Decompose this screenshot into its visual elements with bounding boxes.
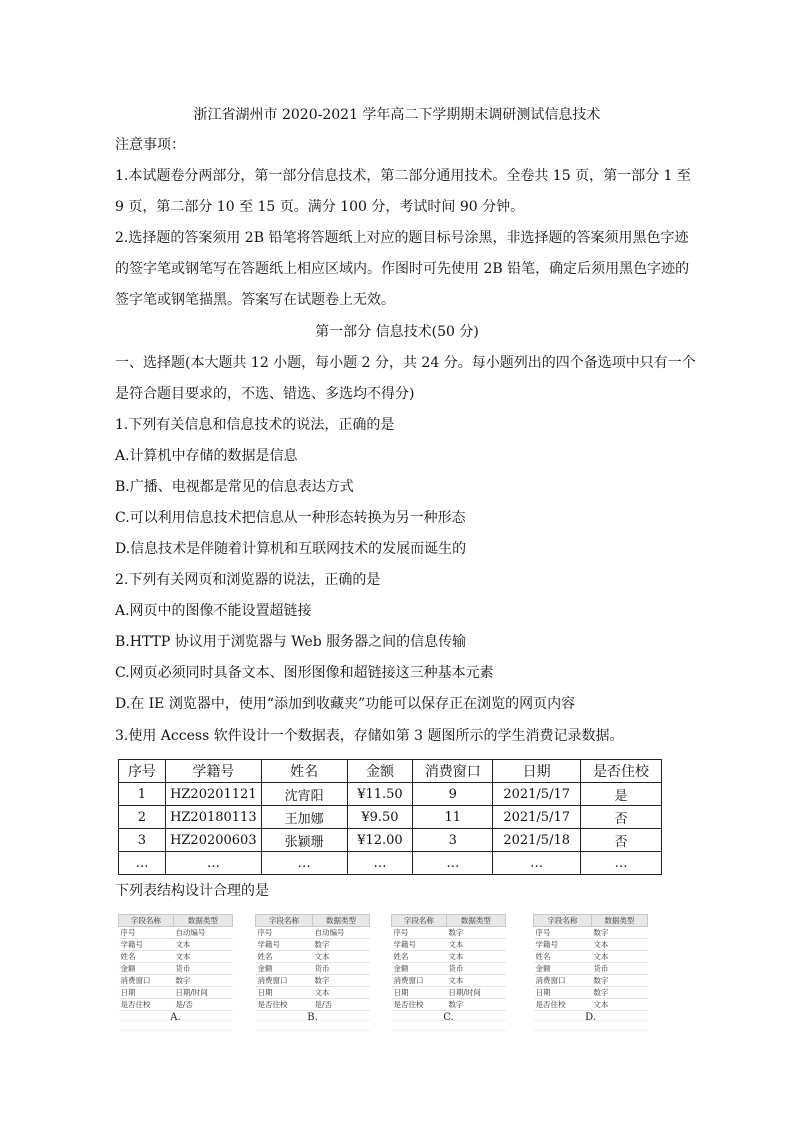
field-type: 文本	[313, 987, 370, 999]
table-cell: 1	[119, 783, 166, 806]
field-name: 姓名	[256, 951, 313, 963]
q2-option-d: D.在 IE 浏览器中，使用“添加到收藏夹”功能可以保存正在浏览的网页内容	[115, 696, 576, 712]
table-cell: 2021/5/18	[493, 829, 581, 852]
table-cell: 张颖珊	[261, 829, 347, 852]
column-header: 金额	[347, 760, 413, 783]
consumption-record-table	[118, 759, 662, 875]
table-cell: …	[347, 852, 413, 875]
field-type: 文本	[446, 975, 505, 987]
page-title: 浙江省湖州市 2020-2021 学年高二下学期期末调研测试信息技术	[193, 107, 601, 123]
notice-line: 9 页，第二部分 10 至 15 页。满分 100 分，考试时间 90 分钟。	[115, 199, 525, 215]
field-type: 文本	[591, 939, 647, 951]
section-instruction: 是符合题目要求的，不选、错选、多选均不得分)	[115, 386, 415, 402]
field-name: 学籍号	[534, 939, 592, 951]
field-name: 日期	[256, 987, 313, 999]
notice-line: 2.选择题的答案须用 2B 铅笔将答题纸上对应的题目标号涂黑，非选择题的答案须用黑色字迹	[115, 230, 689, 246]
field-type: 货币	[446, 963, 505, 975]
field-name: 消费窗口	[392, 975, 447, 987]
field-name: 序号	[534, 927, 592, 939]
table-cell: …	[581, 852, 662, 875]
column-header: 学籍号	[165, 760, 261, 783]
field-type: 是/否	[313, 999, 370, 1011]
notice-heading: 注意事项：	[115, 137, 185, 153]
q2-option-c: C.网页必须同时具备文本、图形图像和超链接这三种基本元素	[115, 665, 494, 681]
option-label: D.	[585, 1012, 596, 1023]
field-type: 货币	[173, 963, 232, 975]
field-type: 文本	[173, 939, 232, 951]
field-name: 是否住校	[119, 999, 174, 1011]
field-type: 数字	[313, 939, 370, 951]
field-type: 数字	[313, 975, 370, 987]
table-cell: 是	[581, 783, 662, 806]
table-cell: 否	[581, 829, 662, 852]
table-row	[119, 829, 662, 852]
field-name: 姓名	[392, 951, 447, 963]
q1-option-d: D.信息技术是伴随着计算机和互联网技术的发展而诞生的	[115, 541, 467, 557]
table-row	[119, 852, 662, 875]
field-type: 是/否	[173, 999, 232, 1011]
table-cell: HZ20180113	[165, 806, 261, 829]
field-name: 金额	[534, 963, 592, 975]
notice-line: 签字笔或钢笔描黑。答案写在试题卷上无效。	[115, 292, 395, 308]
field-name: 学籍号	[392, 939, 447, 951]
q1-option-b: B.广播、电视都是常见的信息表达方式	[115, 479, 354, 495]
option-label: A.	[170, 1012, 181, 1023]
column-header: 姓名	[261, 760, 347, 783]
field-name: 是否住校	[256, 999, 313, 1011]
column-header: 是否住校	[581, 760, 662, 783]
q1-option-c: C.可以利用信息技术把信息从一种形态转换为另一种形态	[115, 510, 466, 526]
field-type: 文本	[591, 951, 647, 963]
field-name: 金额	[119, 963, 174, 975]
field-type: 数字	[446, 999, 505, 1011]
field-name: 学籍号	[119, 939, 174, 951]
table-header-row	[119, 760, 662, 783]
design-header: 字段名称	[392, 915, 447, 927]
field-name: 日期	[119, 987, 174, 999]
field-type: 货币	[313, 963, 370, 975]
field-type: 文本	[446, 939, 505, 951]
table-cell: ¥11.50	[347, 783, 413, 806]
design-header: 数据类型	[173, 915, 232, 927]
table-row	[119, 806, 662, 829]
field-type: 数字	[173, 975, 232, 987]
field-name: 日期	[392, 987, 447, 999]
design-header: 数据类型	[313, 915, 370, 927]
q2-stem: 2.下列有关网页和浏览器的说法，正确的是	[115, 572, 381, 588]
q2-option-b: B.HTTP 协议用于浏览器与 Web 服务器之间的信息传输	[115, 634, 467, 650]
field-name: 是否住校	[392, 999, 447, 1011]
table-cell: HZ20200603	[165, 829, 261, 852]
table-cell: 否	[581, 806, 662, 829]
field-type: 数字	[446, 927, 505, 939]
table-cell: 沈宵阳	[261, 783, 347, 806]
table-cell: 2021/5/17	[493, 806, 581, 829]
field-type: 文本	[446, 951, 505, 963]
field-name: 消费窗口	[534, 975, 592, 987]
field-type: 数字	[591, 987, 647, 999]
q3-stem: 3.使用 Access 软件设计一个数据表，存储如第 3 题图所示的学生消费记录数据。	[115, 728, 624, 744]
table-cell: …	[413, 852, 493, 875]
table-cell: …	[493, 852, 581, 875]
field-name: 消费窗口	[119, 975, 174, 987]
field-type: 文本	[173, 951, 232, 963]
field-name: 消费窗口	[256, 975, 313, 987]
field-name: 姓名	[534, 951, 592, 963]
notice-line: 的签字笔或钢笔写在答题纸上相应区域内。作图时可先使用 2B 铅笔，确定后须用黑色字迹的	[115, 261, 690, 277]
field-type: 自动编号	[173, 927, 232, 939]
table-cell: 王加娜	[261, 806, 347, 829]
table-cell: ¥9.50	[347, 806, 413, 829]
design-header: 字段名称	[256, 915, 313, 927]
option-label: C.	[443, 1012, 454, 1023]
q1-stem: 1.下列有关信息和信息技术的说法，正确的是	[115, 417, 395, 433]
table-row	[119, 783, 662, 806]
design-header: 数据类型	[591, 915, 647, 927]
field-type: 日期/时间	[173, 987, 232, 999]
field-type: 自动编号	[313, 927, 370, 939]
field-type: 数字	[591, 927, 647, 939]
design-header: 字段名称	[119, 915, 174, 927]
design-option-d	[533, 914, 648, 1031]
table-cell: 2	[119, 806, 166, 829]
table-cell: 2021/5/17	[493, 783, 581, 806]
field-name: 序号	[256, 927, 313, 939]
table-cell: ¥12.00	[347, 829, 413, 852]
field-type: 日期/时间	[446, 987, 505, 999]
design-option-b	[255, 914, 370, 1031]
table-cell: 3	[413, 829, 493, 852]
design-option-c	[391, 914, 506, 1031]
field-name: 序号	[392, 927, 447, 939]
field-name: 姓名	[119, 951, 174, 963]
design-header: 字段名称	[534, 915, 592, 927]
section-instruction: 一、选择题(本大题共 12 小题，每小题 2 分，共 24 分。每小题列出的四个备选项中只有一个	[115, 355, 696, 371]
table-cell: 11	[413, 806, 493, 829]
field-type: 文本	[313, 951, 370, 963]
field-name: 序号	[119, 927, 174, 939]
table-cell: 3	[119, 829, 166, 852]
field-name: 金额	[392, 963, 447, 975]
table-cell: HZ20201121	[165, 783, 261, 806]
part-title: 第一部分 信息技术(50 分)	[315, 324, 479, 340]
table-cell: 9	[413, 783, 493, 806]
notice-line: 1.本试题卷分两部分，第一部分信息技术，第二部分通用技术。全卷共 15 页，第一部分 1 至	[115, 168, 691, 184]
field-name: 学籍号	[256, 939, 313, 951]
field-name: 是否住校	[534, 999, 592, 1011]
table-cell: …	[165, 852, 261, 875]
q1-option-a: A.计算机中存储的数据是信息	[115, 448, 298, 464]
table-cell: …	[119, 852, 166, 875]
column-header: 序号	[119, 760, 166, 783]
table-cell: …	[261, 852, 347, 875]
column-header: 日期	[493, 760, 581, 783]
design-option-a	[118, 914, 233, 1031]
q2-option-a: A.网页中的图像不能设置超链接	[115, 603, 312, 619]
field-type: 文本	[591, 999, 647, 1011]
q3-question: 下列表结构设计合理的是	[115, 883, 269, 899]
field-name: 金额	[256, 963, 313, 975]
field-type: 数字	[591, 975, 647, 987]
option-label: B.	[307, 1012, 318, 1023]
design-header: 数据类型	[446, 915, 505, 927]
field-name: 日期	[534, 987, 592, 999]
column-header: 消费窗口	[413, 760, 493, 783]
field-type: 货币	[591, 963, 647, 975]
